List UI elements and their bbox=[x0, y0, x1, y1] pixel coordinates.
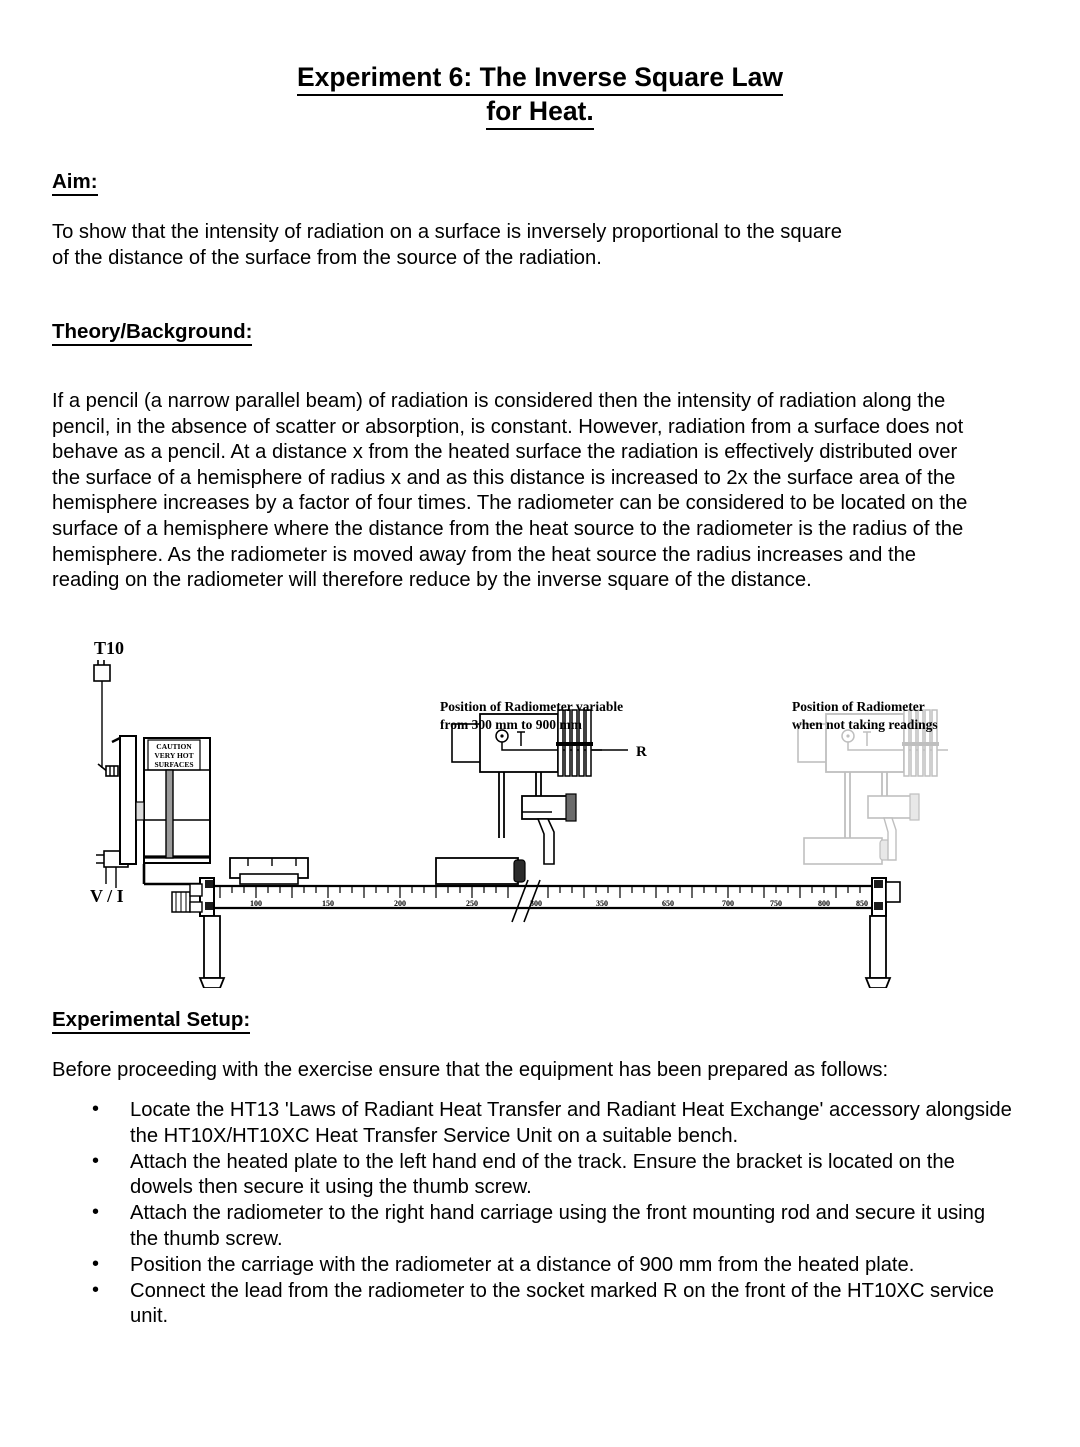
caution-line-3: SURFACES bbox=[154, 760, 194, 769]
scale-tick-150: 150 bbox=[322, 899, 334, 908]
radiometer-active bbox=[452, 710, 647, 864]
scale-tick-100: 100 bbox=[250, 899, 262, 908]
page-title-line-2: for Heat. bbox=[486, 96, 594, 130]
list-item: • Attach the heated plate to the left hand end of the track. Ensure the bracket is located on the dowels then secure it using the thumb screw. bbox=[52, 1150, 1012, 1202]
track-left-support bbox=[172, 878, 224, 988]
scale-tick-350: 350 bbox=[596, 899, 608, 908]
carriage-left bbox=[230, 858, 308, 884]
radiometer-variable-label-line-2: from 300 mm to 900 mm bbox=[440, 717, 582, 732]
caution-line-1: CAUTION bbox=[156, 742, 192, 751]
scale-tick-300: 300 bbox=[530, 899, 542, 908]
setup-heading: Experimental Setup: bbox=[52, 1008, 250, 1034]
scale-tick-200: 200 bbox=[394, 899, 406, 908]
radiometer-parked-label-line-1: Position of Radiometer bbox=[792, 699, 925, 714]
list-item: • Position the carriage with the radiometer at a distance of 900 mm from the heated plate. bbox=[52, 1253, 1012, 1279]
scale-tick-250: 250 bbox=[466, 899, 478, 908]
power-label: V / I bbox=[90, 886, 124, 906]
setup-intro: Before proceeding with the exercise ensure that the equipment has been prepared as follows: bbox=[52, 1059, 889, 1081]
page-title-line-1: Experiment 6: The Inverse Square Law bbox=[297, 62, 783, 96]
aim-heading: Aim: bbox=[52, 170, 98, 196]
theory-heading: Theory/Background: bbox=[52, 320, 252, 346]
apparatus-diagram bbox=[62, 636, 992, 988]
carriage-middle bbox=[436, 858, 525, 884]
caution-line-2: VERY HOT bbox=[154, 751, 194, 760]
radiometer-parked-ghost bbox=[798, 710, 948, 864]
list-item: • Attach the radiometer to the right hand carriage using the front mounting rod and secure it using the thumb screw. bbox=[52, 1201, 1012, 1253]
scale-tick-800: 800 bbox=[818, 899, 830, 908]
scale-tick-700: 700 bbox=[722, 899, 734, 908]
list-item: • Connect the lead from the radiometer to the socket marked R on the front of the HT10XC service unit. bbox=[52, 1279, 1012, 1331]
radiometer-variable-label-line-1: Position of Radiometer variable bbox=[440, 699, 624, 714]
theory-body: If a pencil (a narrow parallel beam) of radiation is considered then the intensity of radiation along the pencil, in the absence of scatter or absorption, is constant. However, radiation from a surface does not behave as a pencil. At a distance x from the heated surface the radiation is effectively distributed over the surface of a hemisphere of radius x and as this distance is increased to 2x the surface area of the hemisphere increases by a factor of four times. The radiometer can be considered to be located on the surface of a hemisphere where the distance from the heat source to the radiometer is the radius of the hemisphere. As the radiometer is moved away from the heat source the radius increases and the reading on the radiometer will therefore reduce by the inverse square of the distance. bbox=[52, 390, 968, 592]
page-title bbox=[52, 62, 1028, 130]
radiometer-parked-label-line-2: when not taking readings bbox=[792, 717, 938, 732]
setup-bullet-list bbox=[52, 1098, 1012, 1330]
scale-tick-850: 850 bbox=[856, 899, 868, 908]
scale-tick-750: 750 bbox=[770, 899, 782, 908]
heated-plate bbox=[112, 736, 210, 884]
radiometer-socket-label: R bbox=[636, 744, 647, 760]
aim-body: To show that the intensity of radiation on a surface is inversely proportional to the square of the distance of the surface from the source of the radiation. bbox=[52, 221, 843, 269]
thermocouple-label: T10 bbox=[94, 638, 125, 658]
track-ruler bbox=[208, 880, 882, 922]
list-item: • Locate the HT13 'Laws of Radiant Heat Transfer and Radiant Heat Exchange' accessory alongside the HT10X/HT10XC Heat Transfer Service Unit on a suitable bench. bbox=[52, 1098, 1012, 1150]
track-right-support bbox=[866, 878, 900, 988]
scale-tick-650: 650 bbox=[662, 899, 674, 908]
